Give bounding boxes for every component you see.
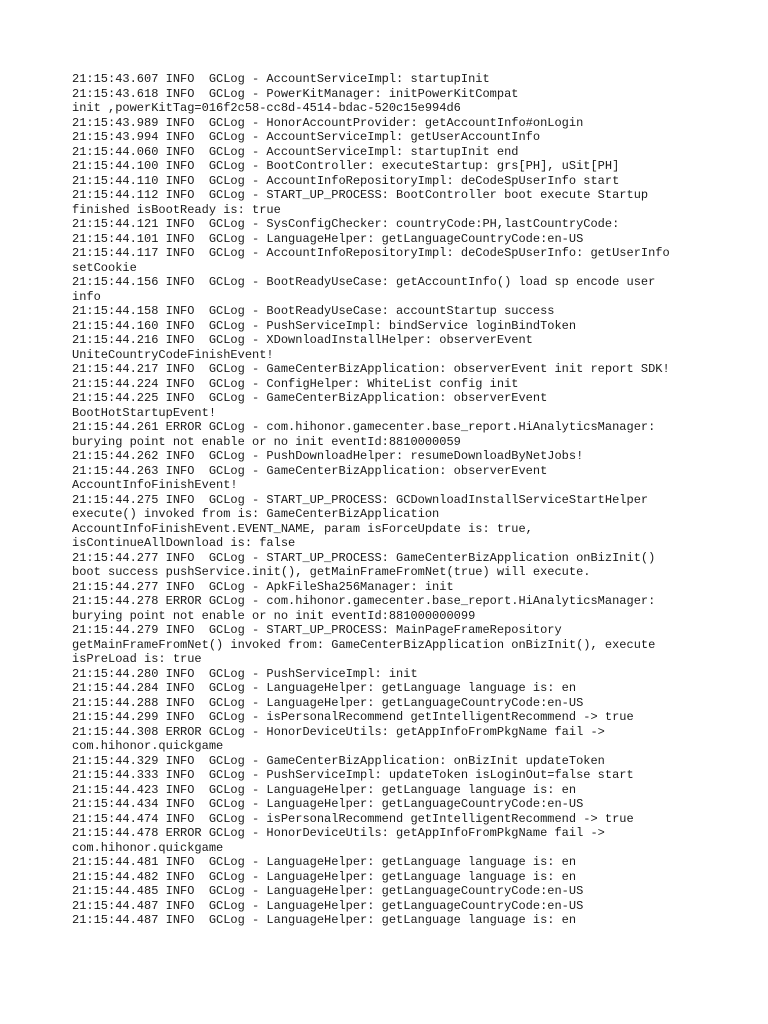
log-line: 21:15:44.478 ERROR GCLog - HonorDeviceUtils: getAppInfoFromPkgName fail -> xyxy=(72,826,605,840)
log-line: 21:15:44.158 INFO GCLog - BootReadyUseCase: accountStartup success xyxy=(72,304,555,318)
log-line: isPreLoad is: true xyxy=(72,652,202,666)
log-line: 21:15:44.487 INFO GCLog - LanguageHelper: getLanguageCountryCode:en-US xyxy=(72,898,584,913)
log-line: 21:15:44.121 INFO GCLog - SysConfigChecker: countryCode:PH,lastCountryCode: xyxy=(72,217,620,231)
log-line: com.hihonor.quickgame xyxy=(72,739,224,753)
log-line: 21:15:44.225 INFO GCLog - GameCenterBizApplication: observerEvent xyxy=(72,391,548,405)
log-line: 21:15:44.279 INFO GCLog - START_UP_PROCESS: MainPageFrameRepository xyxy=(72,623,562,637)
log-line: BootHotStartupEvent! xyxy=(72,405,217,420)
log-line: info xyxy=(72,289,101,304)
log-line: 21:15:44.280 INFO GCLog - PushServiceImpl: init xyxy=(72,666,418,681)
log-line: 21:15:44.100 INFO GCLog - BootController: executeStartup: grs[PH], uSit[PH] xyxy=(72,159,620,173)
log-line: 21:15:44.284 INFO GCLog - LanguageHelper: getLanguage language is: en xyxy=(72,681,577,695)
log-line: 21:15:44.288 INFO GCLog - LanguageHelper: getLanguageCountryCode:en-US xyxy=(72,695,584,710)
log-line: 21:15:44.487 INFO GCLog - LanguageHelper: getLanguage language is: en xyxy=(72,913,577,927)
log-line: 21:15:43.618 INFO GCLog - PowerKitManager: initPowerKitCompat xyxy=(72,86,519,101)
log-line: AccountInfoFinishEvent! xyxy=(72,478,238,492)
log-line: burying point not enable or no init eventId:8810000059 xyxy=(72,434,461,449)
log-line: boot success pushService.init(), getMainFrameFromNet(true) will execute. xyxy=(72,565,591,579)
log-line: 21:15:44.277 INFO GCLog - START_UP_PROCESS: GameCenterBizApplication onBizInit() xyxy=(72,550,656,565)
log-line: UniteCountryCodeFinishEvent! xyxy=(72,347,274,362)
log-line: isContinueAllDownload is: false xyxy=(72,536,296,550)
log-line: AccountInfoFinishEvent.EVENT_NAME, param isForceUpdate is: true, xyxy=(72,521,533,536)
log-line: 21:15:44.110 INFO GCLog - AccountInfoRepositoryImpl: deCodeSpUserInfo start xyxy=(72,173,620,188)
log-line: 21:15:44.299 INFO GCLog - isPersonalRecommend getIntelligentRecommend -> true xyxy=(72,710,634,724)
log-line: 21:15:44.160 INFO GCLog - PushServiceImpl: bindService loginBindToken xyxy=(72,318,577,333)
log-line: 21:15:44.060 INFO GCLog - AccountServiceImpl: startupInit end xyxy=(72,144,519,159)
log-line: 21:15:44.216 INFO GCLog - XDownloadInstallHelper: observerEvent xyxy=(72,333,533,347)
log-line: 21:15:44.156 INFO GCLog - BootReadyUseCase: getAccountInfo() load sp encode user xyxy=(72,275,656,289)
log-line: 21:15:44.423 INFO GCLog - LanguageHelper: getLanguage language is: en xyxy=(72,782,577,797)
log-line: 21:15:44.275 INFO GCLog - START_UP_PROCESS: GCDownloadInstallServiceStartHelper xyxy=(72,492,649,507)
log-line: 21:15:44.263 INFO GCLog - GameCenterBizApplication: observerEvent xyxy=(72,463,548,478)
log-line: 21:15:44.278 ERROR GCLog - com.hihonor.gamecenter.base_report.HiAnalyticsManager: xyxy=(72,594,656,608)
log-line: 21:15:44.474 INFO GCLog - isPersonalRecommend getIntelligentRecommend -> true xyxy=(72,811,634,826)
log-line: finished isBootReady is: true xyxy=(72,202,281,217)
log-text-block xyxy=(72,72,712,928)
log-line: 21:15:44.261 ERROR GCLog - com.hihonor.gamecenter.base_report.HiAnalyticsManager: xyxy=(72,420,656,434)
log-line: 21:15:44.308 ERROR GCLog - HonorDeviceUtils: getAppInfoFromPkgName fail -> xyxy=(72,724,605,739)
log-line: com.hihonor.quickgame xyxy=(72,840,224,855)
log-line: burying point not enable or no init eventId:881000000099 xyxy=(72,608,476,623)
log-line: 21:15:44.434 INFO GCLog - LanguageHelper: getLanguageCountryCode:en-US xyxy=(72,797,584,811)
log-line: 21:15:44.224 INFO GCLog - ConfigHelper: WhiteList config init xyxy=(72,376,519,391)
log-line: 21:15:44.262 INFO GCLog - PushDownloadHelper: resumeDownloadByNetJobs! xyxy=(72,449,584,463)
log-line: execute() invoked from is: GameCenterBizApplication xyxy=(72,507,440,521)
log-line: 21:15:44.481 INFO GCLog - LanguageHelper: getLanguage language is: en xyxy=(72,855,577,869)
log-line: 21:15:43.994 INFO GCLog - AccountServiceImpl: getUserAccountInfo xyxy=(72,130,541,144)
log-line: 21:15:43.607 INFO GCLog - AccountServiceImpl: startupInit xyxy=(72,72,490,86)
log-line: getMainFrameFromNet() invoked from: GameCenterBizApplication onBizInit(), execute xyxy=(72,637,656,652)
log-line: 21:15:43.989 INFO GCLog - HonorAccountProvider: getAccountInfo#onLogin xyxy=(72,115,584,130)
log-line: 21:15:44.333 INFO GCLog - PushServiceImpl: updateToken isLoginOut=false start xyxy=(72,768,634,782)
log-line: 21:15:44.117 INFO GCLog - AccountInfoRepositoryImpl: deCodeSpUserInfo: getUserInfo xyxy=(72,246,670,260)
log-line: 21:15:44.482 INFO GCLog - LanguageHelper: getLanguage language is: en xyxy=(72,869,577,884)
log-line: 21:15:44.329 INFO GCLog - GameCenterBizApplication: onBizInit updateToken xyxy=(72,753,605,768)
log-line: 21:15:44.112 INFO GCLog - START_UP_PROCESS: BootController boot execute Startup xyxy=(72,188,649,202)
log-line: 21:15:44.485 INFO GCLog - LanguageHelper: getLanguageCountryCode:en-US xyxy=(72,884,584,898)
document-page xyxy=(72,72,712,928)
log-line: 21:15:44.101 INFO GCLog - LanguageHelper: getLanguageCountryCode:en-US xyxy=(72,231,584,246)
log-line: init ,powerKitTag=016f2c58-cc8d-4514-bdac-520c15e994d6 xyxy=(72,101,461,115)
log-line: 21:15:44.217 INFO GCLog - GameCenterBizApplication: observerEvent init report SDK! xyxy=(72,362,670,376)
log-line: setCookie xyxy=(72,260,137,275)
log-line: 21:15:44.277 INFO GCLog - ApkFileSha256Manager: init xyxy=(72,579,454,594)
